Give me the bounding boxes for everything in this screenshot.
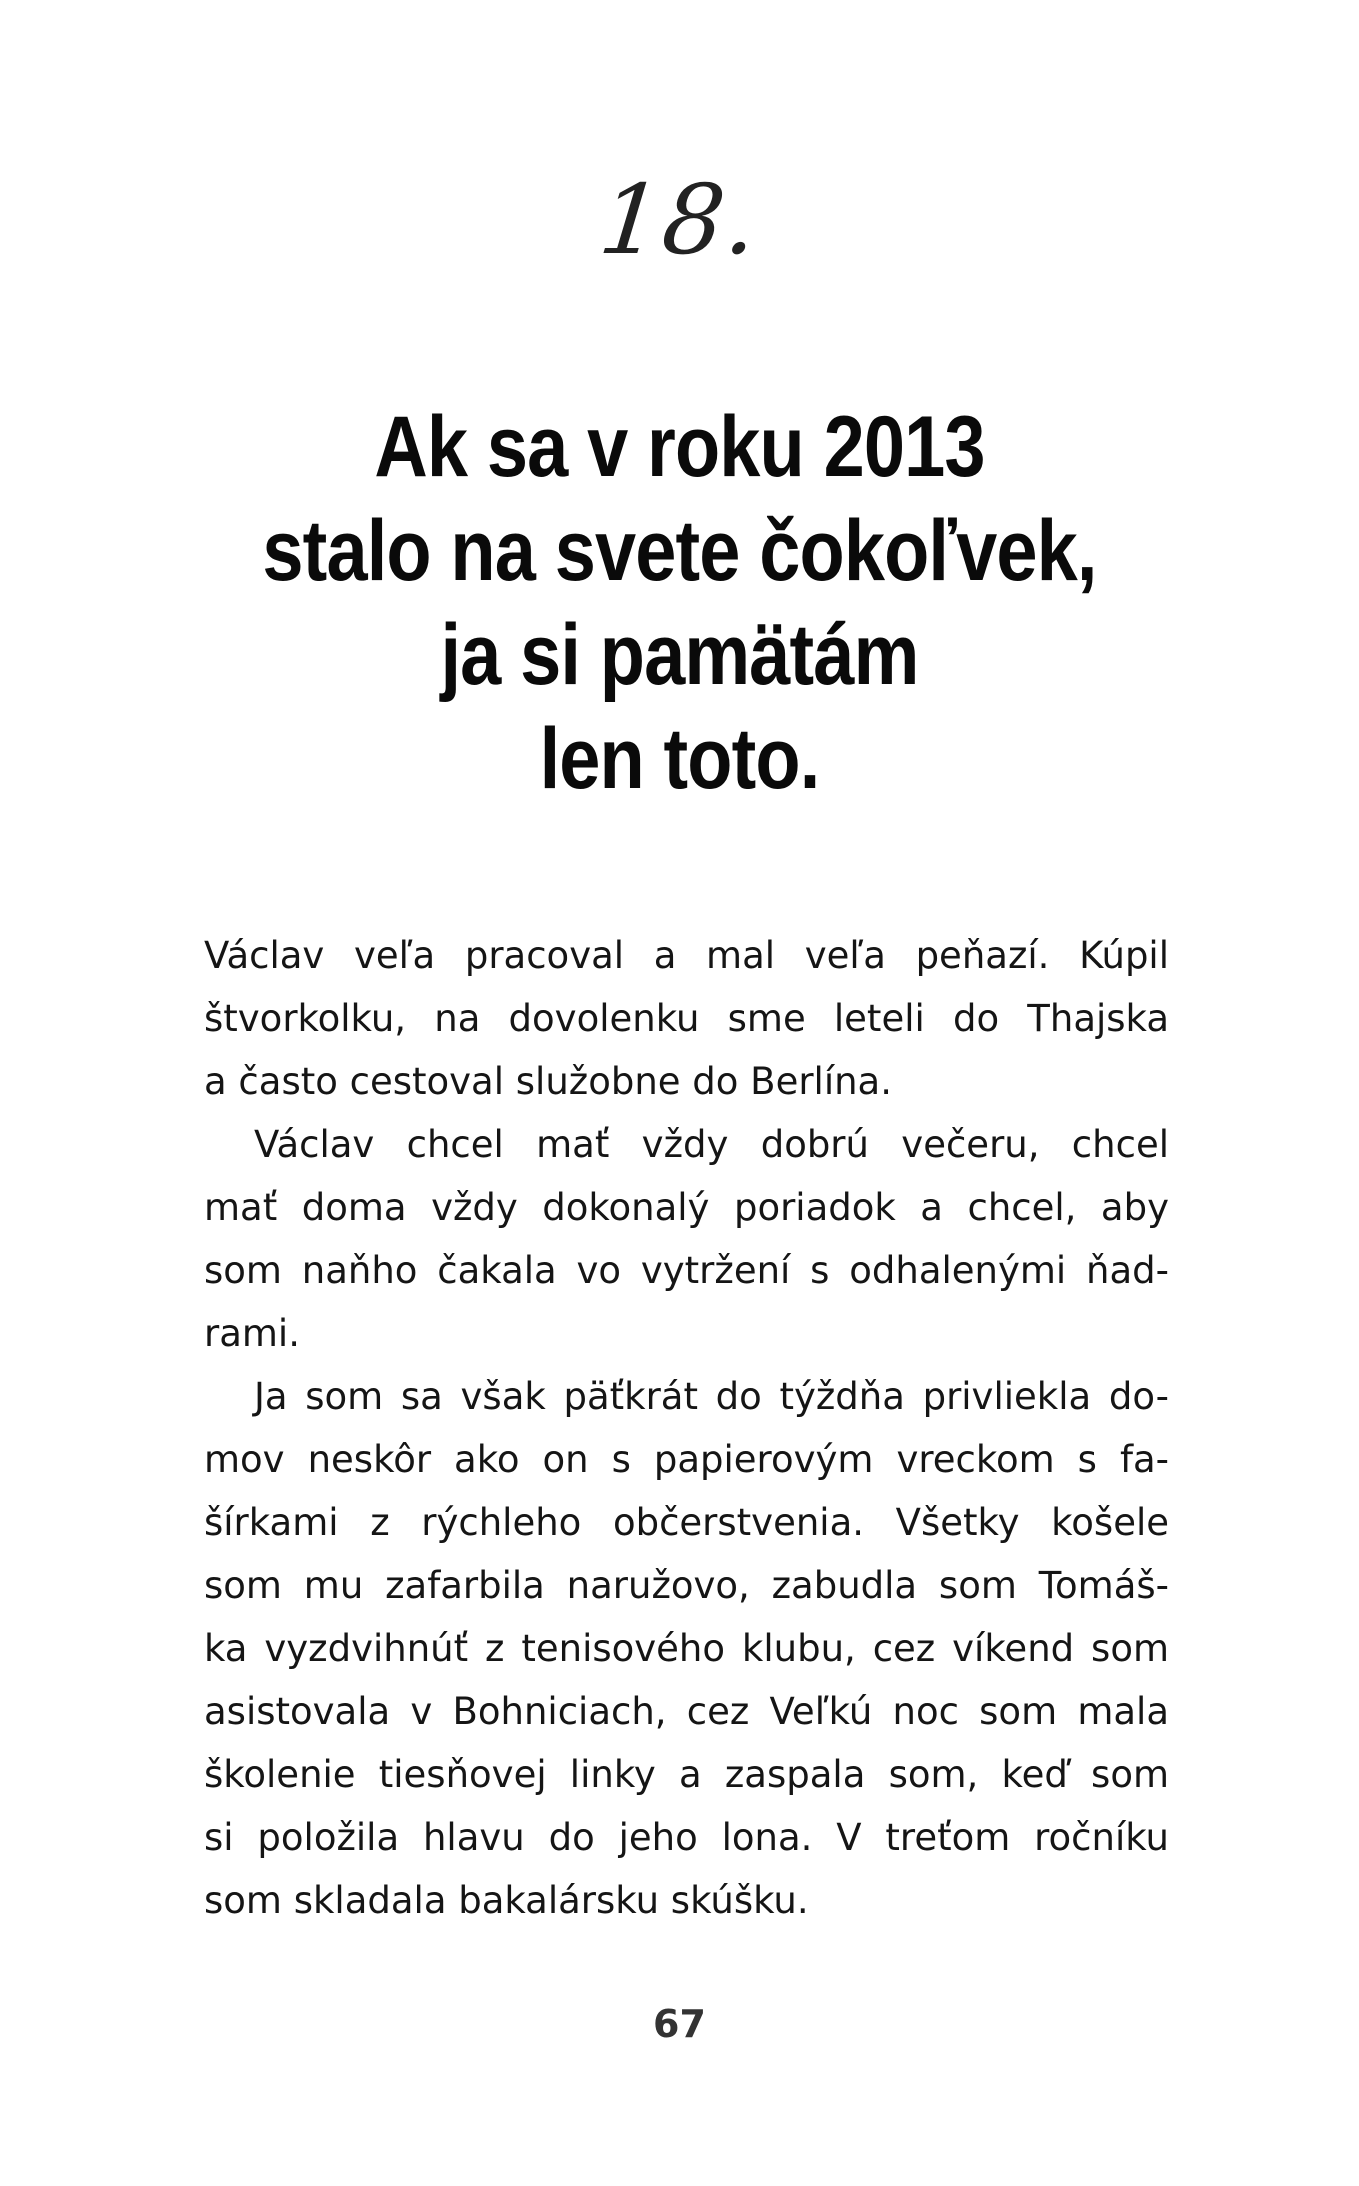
- text-line: Václav chcel mať vždy dobrú večeru, chcel: [254, 1123, 1169, 1166]
- text-line: mov neskôr ako on s papierovým vreckom s fa-: [204, 1438, 1169, 1481]
- chapter-title-line: ja si pamätám: [440, 607, 919, 703]
- chapter-number: 18.: [594, 164, 765, 276]
- page-number: 67: [653, 2002, 706, 2046]
- text-line: asistovala v Bohniciach, cez Veľkú noc som mala: [204, 1690, 1169, 1733]
- chapter-title: [0, 395, 1359, 811]
- chapter-title-line: Ak sa v roku 2013: [374, 399, 985, 495]
- body-text: [204, 924, 1169, 1932]
- text-line: si položila hlavu do jeho lona. V treťom ročníku: [204, 1816, 1169, 1859]
- chapter-title-line: stalo na svete čokoľvek,: [262, 503, 1097, 599]
- text-line: mať doma vždy dokonalý poriadok a chcel, aby: [204, 1186, 1169, 1229]
- text-line: rami.: [204, 1312, 300, 1355]
- text-line: Ja som sa však päťkrát do týždňa privliekla do-: [254, 1375, 1169, 1418]
- text-line: ka vyzdvihnúť z tenisového klubu, cez víkend som: [204, 1627, 1169, 1670]
- text-line: Václav veľa pracoval a mal veľa peňazí. Kúpil: [204, 934, 1169, 977]
- text-line: som naňho čakala vo vytržení s odhalenými ňad-: [204, 1249, 1169, 1292]
- text-line: som skladala bakalársku skúšku.: [204, 1879, 809, 1922]
- text-line: som mu zafarbila naružovo, zabudla som Tomáš-: [204, 1564, 1169, 1607]
- text-line: štvorkolku, na dovolenku sme leteli do Thajska: [204, 997, 1169, 1040]
- chapter-title-line: len toto.: [539, 711, 820, 807]
- text-line: šírkami z rýchleho občerstvenia. Všetky košele: [204, 1501, 1169, 1544]
- text-line: školenie tiesňovej linky a zaspala som, keď som: [204, 1753, 1169, 1796]
- text-line: a často cestoval služobne do Berlína.: [204, 1060, 892, 1103]
